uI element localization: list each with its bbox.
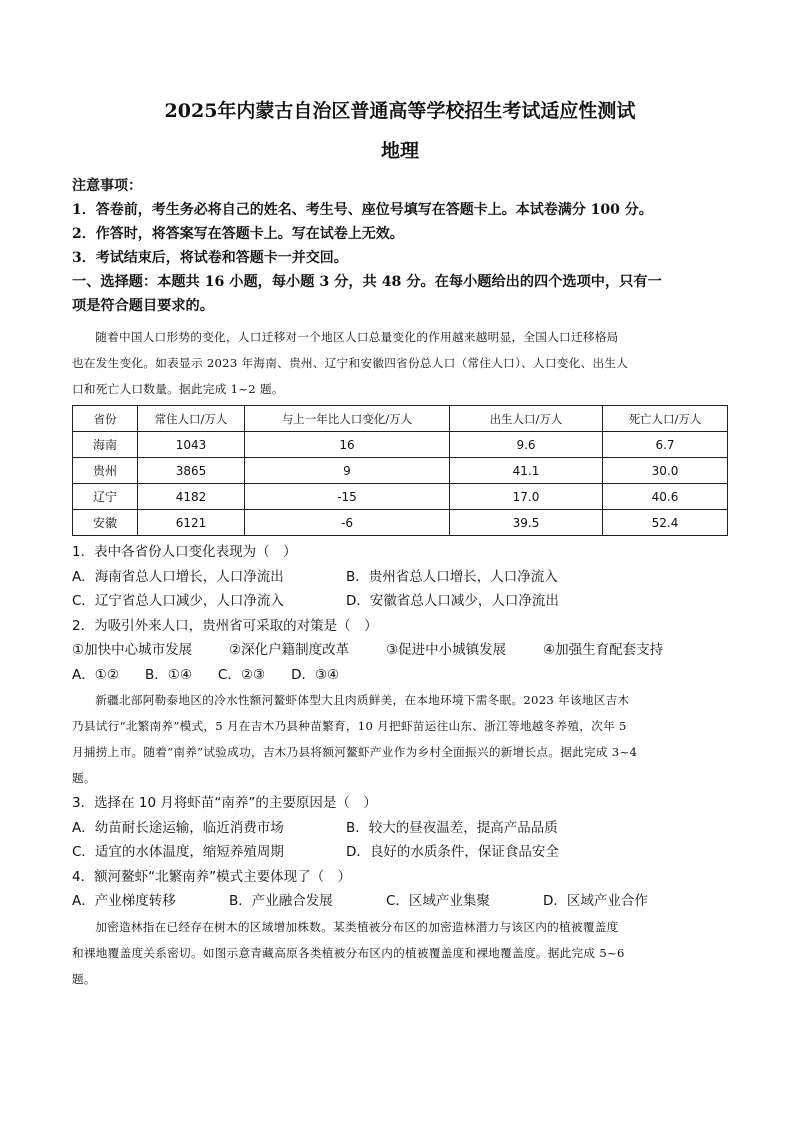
option-a: A．产业梯度转移 — [72, 893, 176, 909]
table-header: 常住人口/万人 — [138, 406, 245, 432]
table-cell: 海南 — [73, 432, 138, 458]
table-cell: -15 — [245, 484, 450, 510]
question-stem: 1．表中各省份人口变化表现为（ ） — [72, 544, 297, 560]
table-cell: 52.4 — [603, 510, 728, 536]
table-cell: 6121 — [138, 510, 245, 536]
statement-item: ①加快中心城市发展 — [72, 642, 193, 658]
question-2 — [72, 614, 728, 688]
population-table — [72, 405, 728, 536]
option-c: C．区域产业集聚 — [386, 893, 490, 909]
exam-title: 2025年内蒙古自治区普通高等学校招生考试适应性测试 — [164, 100, 636, 122]
table-cell: 辽宁 — [73, 484, 138, 510]
passage-line: 题。 — [72, 771, 96, 785]
option-d: D．良好的水质条件，保证食品安全 — [346, 844, 559, 860]
notice-block — [72, 174, 728, 270]
passage-line: 题。 — [72, 971, 96, 986]
table-row — [73, 484, 728, 510]
table-header: 与上一年比人口变化/万人 — [245, 406, 450, 432]
option-row — [72, 840, 728, 865]
statement-row — [72, 638, 728, 663]
notice-item: 1．答卷前，考生务必将自己的姓名、考生号、座位号填写在答题卡上。本试卷满分 100 分。 — [72, 202, 653, 218]
passage-line: 新疆北部阿勒泰地区的冷水性额河鳌虾体型大且肉质鲜美，在本地环境下需冬眠。2023 年该地区吉木 — [95, 693, 630, 707]
table-header: 死亡人口/万人 — [603, 406, 728, 432]
table-cell: 1043 — [138, 432, 245, 458]
option-a: A．海南省总人口增长，人口净流出 — [72, 568, 284, 585]
passage-line: 月捕捞上市。随着“南养”试验成功，吉木乃县将额河鳌虾产业作为乡村全面振兴的新增长点。据此完成 3~4 — [72, 745, 638, 759]
notice-item: 3．考试结束后，将试卷和答题卡一并交回。 — [72, 250, 348, 266]
section-heading-cont: 项是符合题目要求的。 — [72, 298, 214, 314]
statement-item: ④加强生育配套支持 — [543, 642, 664, 658]
exam-page — [72, 98, 728, 992]
option-c: C．适宜的水体温度，缩短养殖周期 — [72, 844, 284, 860]
table-header-row — [73, 406, 728, 432]
option-b: B．较大的昼夜温差，提高产品品质 — [346, 819, 558, 836]
table-cell: -6 — [245, 510, 450, 536]
statement-item: ②深化户籍制度改革 — [229, 642, 350, 658]
passage-line: 乃县试行“北繁南养”模式，5 月在吉木乃县种苗繁育，10 月把虾苗运往山东、浙江等地越冬养殖，次年 5 — [72, 719, 627, 733]
question-3 — [72, 791, 728, 865]
table-row — [73, 458, 728, 484]
table-cell: 41.1 — [450, 458, 603, 484]
question-1 — [72, 540, 728, 614]
statement-item: ③促进中小城镇发展 — [386, 642, 507, 658]
question-stem: 3．选择在 10 月将虾苗“南养”的主要原因是（ ） — [72, 795, 377, 811]
option-b: B．贵州省总人口增长，人口净流入 — [346, 568, 558, 585]
passage-line: 随着中国人口形势的变化，人口迁移对一个地区人口总量变化的作用越来越明显，全国人口迁移格局 — [95, 330, 619, 344]
table-header: 省份 — [73, 406, 138, 432]
table-row — [73, 432, 728, 458]
table-cell: 30.0 — [603, 458, 728, 484]
option-d: D．③④ — [291, 666, 340, 683]
notice-item: 2．作答时，将答案写在答题卡上。写在试卷上无效。 — [72, 226, 404, 242]
table-cell: 4182 — [138, 484, 245, 510]
passage-line: 加密造林指在已经存在树木的区域增加株数。某类植被分布区的加密造林潜力与该区内的植被覆盖度 — [95, 919, 619, 934]
passage-1 — [72, 324, 728, 402]
option-b: B．①④ — [144, 666, 192, 683]
table-cell: 3865 — [138, 458, 245, 484]
option-c: C．辽宁省总人口减少，人口净流入 — [72, 593, 284, 609]
option-row — [72, 663, 728, 688]
passage-line: 口和死亡人口数量。据此完成 1~2 题。 — [72, 382, 284, 396]
passage-2 — [72, 687, 728, 791]
table-cell: 17.0 — [450, 484, 603, 510]
passage-3 — [72, 914, 728, 992]
option-d: D．区域产业合作 — [543, 893, 648, 909]
option-row — [72, 889, 728, 914]
option-b: B．产业融合发展 — [229, 893, 333, 909]
option-row — [72, 565, 728, 590]
subject-title: 地理 — [380, 140, 419, 162]
section-heading: 一、选择题：本题共 16 小题，每小题 3 分，共 48 分。在每小题给出的四个选项中，只有一 — [72, 274, 662, 290]
table-row — [73, 510, 728, 536]
option-a: A．①② — [72, 666, 119, 683]
table-cell: 39.5 — [450, 510, 603, 536]
table-cell: 16 — [245, 432, 450, 458]
question-stem: 2．为吸引外来人口，贵州省可采取的对策是（ ） — [72, 617, 378, 634]
table-header: 出生人口/万人 — [450, 406, 603, 432]
option-c: C．②③ — [217, 666, 266, 683]
table-cell: 安徽 — [73, 510, 138, 536]
table-cell: 6.7 — [603, 432, 728, 458]
table-cell: 贵州 — [73, 458, 138, 484]
option-row — [72, 816, 728, 841]
question-stem: 4．额河鳌虾“北繁南养”模式主要体现了（ ） — [72, 868, 352, 885]
notice-heading: 注意事项： — [72, 178, 142, 194]
table-cell: 9.6 — [450, 432, 603, 458]
question-4 — [72, 865, 728, 914]
option-d: D．安徽省总人口减少，人口净流出 — [346, 593, 559, 609]
passage-line: 和裸地覆盖度关系密切。如图示意青藏高原各类植被分布区内的植被覆盖度和裸地覆盖度。据此完成 5~6 — [72, 945, 625, 960]
table-cell: 40.6 — [603, 484, 728, 510]
table-cell: 9 — [245, 458, 450, 484]
passage-line: 也在发生变化。如表显示 2023 年海南、贵州、辽宁和安徽四省份总人口（常住人口）、人口变化、出生人 — [72, 356, 629, 370]
option-row — [72, 589, 728, 614]
option-a: A．幼苗耐长途运输，临近消费市场 — [72, 819, 284, 836]
